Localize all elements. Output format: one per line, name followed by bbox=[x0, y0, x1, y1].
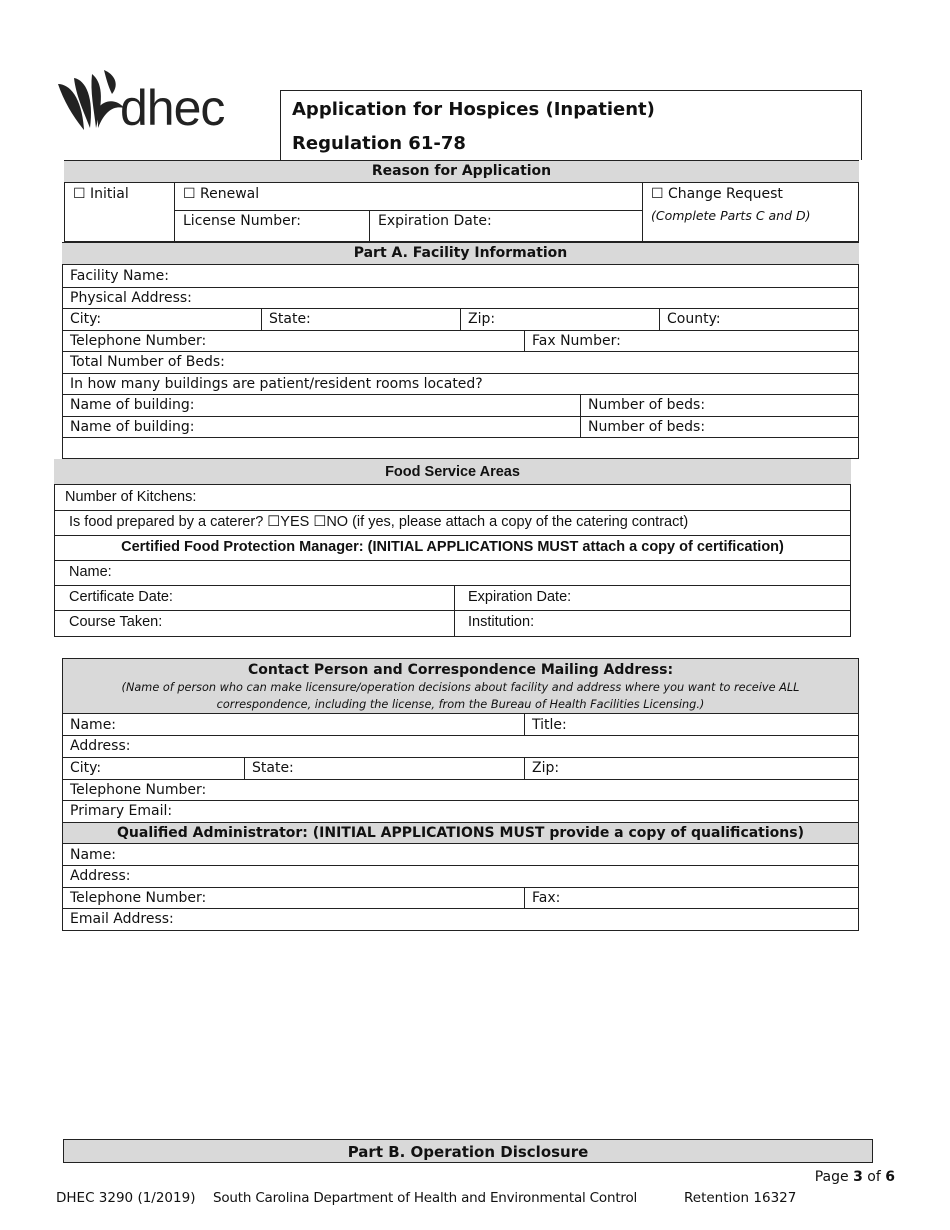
administrator-name-label: Name: bbox=[70, 847, 117, 863]
initial-checkbox[interactable]: ☐ Initial bbox=[73, 186, 129, 202]
renewal-checkbox[interactable]: ☐ Renewal bbox=[183, 186, 260, 202]
contact-zip-label: Zip: bbox=[532, 760, 560, 776]
building-name-label: Name of building: bbox=[70, 419, 195, 435]
administrator-email-label: Email Address: bbox=[70, 911, 174, 927]
contact-email-label: Primary Email: bbox=[70, 803, 173, 819]
footer-retention: Retention 16327 bbox=[684, 1190, 797, 1206]
contact-note: (Name of person who can make licensure/operation decisions about facility and address where you want to receive ALL correspondence, including the license, from the Bureau of Health Facilities Licensing.) bbox=[121, 681, 800, 711]
dhec-logo bbox=[54, 66, 240, 142]
caterer-question[interactable]: Is food prepared by a caterer? ☐YES ☐NO (if yes, please attach a copy of the catering contract) bbox=[69, 514, 689, 530]
fax-label: Fax Number: bbox=[532, 333, 621, 349]
contact-heading: Contact Person and Correspondence Mailing Address: bbox=[247, 662, 674, 678]
contact-telephone-label: Telephone Number: bbox=[70, 782, 207, 798]
dhec-logo-mark-icon bbox=[54, 68, 126, 140]
institution-label: Institution: bbox=[468, 614, 535, 630]
page-current: 3 bbox=[853, 1169, 863, 1185]
cfpm-expiration-date-label: Expiration Date: bbox=[468, 589, 572, 605]
total-beds-label: Total Number of Beds: bbox=[70, 354, 225, 370]
contact-state-label: State: bbox=[252, 760, 294, 776]
contact-address-label: Address: bbox=[70, 738, 131, 754]
cfpm-heading: Certified Food Protection Manager: (INITIAL APPLICATIONS MUST attach a copy of certification) bbox=[121, 539, 784, 555]
footer-agency: South Carolina Department of Health and Environmental Control bbox=[213, 1190, 638, 1206]
page-of: of bbox=[867, 1169, 881, 1185]
administrator-heading: Qualified Administrator: (INITIAL APPLICATIONS MUST provide a copy of qualifications) bbox=[63, 823, 858, 844]
contact-city-label: City: bbox=[70, 760, 102, 776]
page-number bbox=[780, 1167, 895, 1187]
page-prefix: Page bbox=[814, 1169, 849, 1185]
change-request-checkbox[interactable]: ☐ Change Request bbox=[651, 186, 783, 202]
telephone-label: Telephone Number: bbox=[70, 333, 207, 349]
zip-label: Zip: bbox=[468, 311, 496, 327]
course-taken-label: Course Taken: bbox=[69, 614, 163, 630]
kitchens-label: Number of Kitchens: bbox=[65, 489, 197, 505]
building-name-label: Name of building: bbox=[70, 397, 195, 413]
administrator-address-label: Address: bbox=[70, 868, 131, 884]
physical-address-label: Physical Address: bbox=[70, 290, 192, 306]
dhec-logo-text: dhec bbox=[120, 80, 225, 136]
part-b-heading: Part B. Operation Disclosure bbox=[63, 1139, 873, 1163]
county-label: County: bbox=[667, 311, 721, 327]
contact-title-label: Title: bbox=[532, 717, 567, 733]
number-of-beds-label: Number of beds: bbox=[588, 419, 706, 435]
facility-name-label: Facility Name: bbox=[70, 268, 169, 284]
page-title: Application for Hospices (Inpatient) bbox=[292, 99, 655, 120]
expiration-date-label: Expiration Date: bbox=[378, 213, 492, 229]
reason-heading: Reason for Application bbox=[64, 161, 859, 183]
buildings-question: In how many buildings are patient/resident rooms located? bbox=[70, 376, 483, 392]
license-number-label: License Number: bbox=[183, 213, 301, 229]
administrator-telephone-label: Telephone Number: bbox=[70, 890, 207, 906]
part-a-heading: Part A. Facility Information bbox=[62, 243, 859, 265]
number-of-beds-label: Number of beds: bbox=[588, 397, 706, 413]
city-label: City: bbox=[70, 311, 102, 327]
contact-name-label: Name: bbox=[70, 717, 117, 733]
change-request-note: (Complete Parts C and D) bbox=[651, 208, 811, 223]
certificate-date-label: Certificate Date: bbox=[69, 589, 173, 605]
page-subtitle: Regulation 61-78 bbox=[292, 133, 466, 154]
food-heading: Food Service Areas bbox=[54, 459, 851, 485]
page-total: 6 bbox=[885, 1169, 895, 1185]
cfpm-name-label: Name: bbox=[69, 564, 112, 580]
administrator-fax-label: Fax: bbox=[532, 890, 561, 906]
state-label: State: bbox=[269, 311, 311, 327]
footer-form-id: DHEC 3290 (1/2019) bbox=[56, 1190, 196, 1206]
